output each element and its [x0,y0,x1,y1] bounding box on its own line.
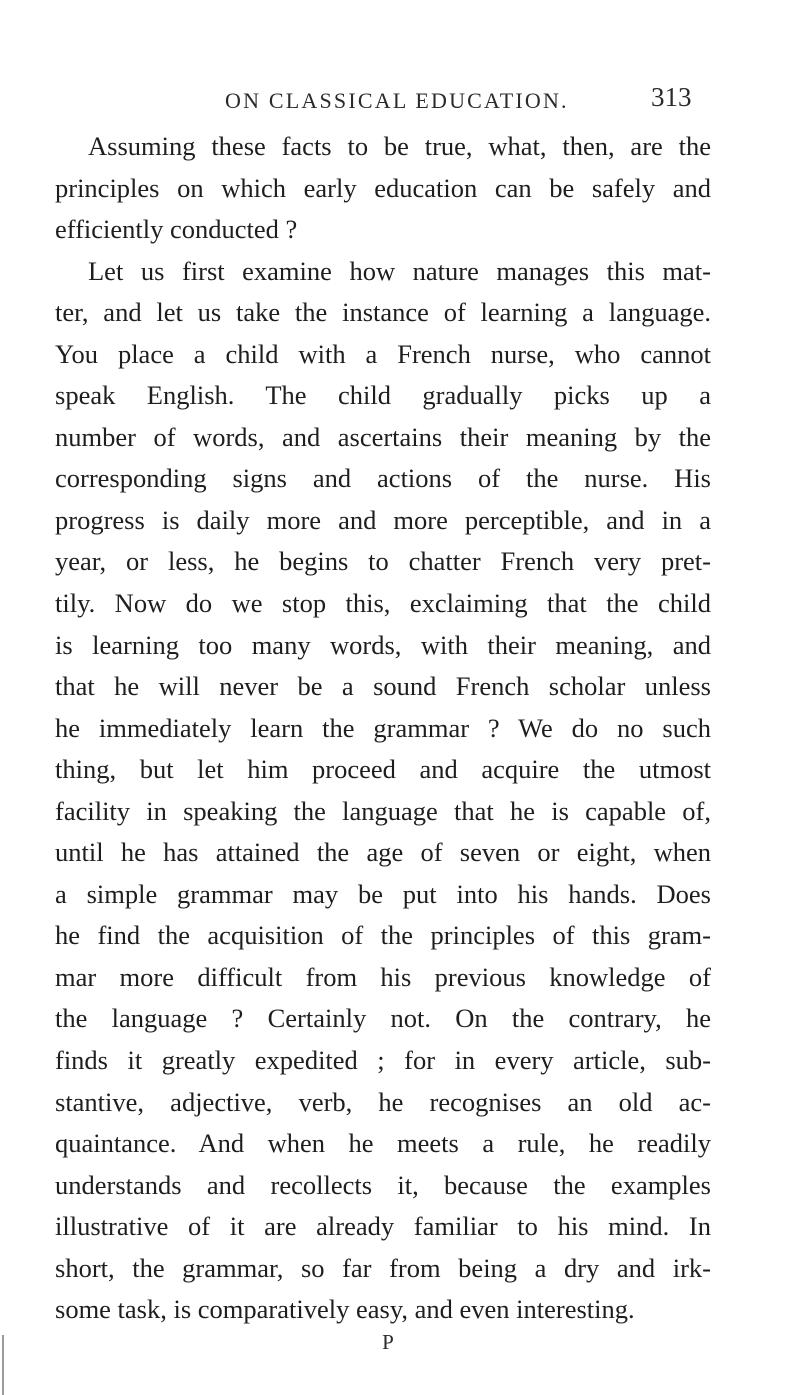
text-line: facility in speaking the language that he is capable of, [55,795,711,826]
paragraph [55,251,711,1331]
text-line: Assuming these facts to be true, what, then, are the [88,131,711,161]
text-line: until he has attained the age of seven or eight, when [55,837,711,868]
text-line: You place a child with a French nurse, who cannot [55,338,711,369]
text-line: the language ? Certainly not. On the contrary, he [55,1003,711,1034]
signature-letter: P [382,1330,394,1354]
text-line: stantive, adjective, verb, he recognises an old ac- [55,1086,711,1117]
text-line: some task, is comparatively easy, and even interesting. [55,1294,635,1325]
text-line: is learning too many words, with their meaning, and [55,629,711,660]
text-line: illustrative of it are already familiar to his mind. In [55,1211,711,1242]
text-line: understands and recollects it, because the examples [55,1169,711,1200]
body-text [55,126,711,1331]
text-line: year, or less, he begins to chatter French very pret- [55,546,711,577]
text-line: ter, and let us take the instance of learning a language. [55,297,711,328]
text-line: progress is daily more and more perceptible, and in a [55,504,711,535]
page-edge-shadow [2,1335,4,1395]
running-title: ON CLASSICAL EDUCATION. [225,88,569,113]
text-line: Let us first examine how nature manages this mat- [88,255,711,286]
text-line: tily. Now do we stop this, exclaiming that the child [55,588,711,619]
text-line: a simple grammar may be put into his hands. Does [55,878,711,909]
text-line: mar more difficult from his previous knowledge of [55,961,711,992]
text-line: finds it greatly expedited ; for in every article, sub- [55,1045,711,1076]
text-line: thing, but let him proceed and acquire the utmost [55,754,711,785]
text-line: number of words, and ascertains their meaning by the [55,421,711,452]
page-number: 313 [651,82,692,112]
text-line: principles on which early education can be safely and [55,172,711,203]
text-line: speak English. The child gradually picks up a [55,380,711,411]
text-line: that he will never be a sound French scholar unless [55,671,711,702]
text-line: short, the grammar, so far from being a dry and irk- [55,1252,711,1283]
text-line: he find the acquisition of the principles of this gram- [55,920,711,951]
signature-mark [0,1327,800,1357]
running-head [0,82,800,116]
text-line: corresponding signs and actions of the nurse. His [55,463,711,494]
text-line: he immediately learn the grammar ? We do no such [55,712,711,743]
paragraph [55,126,711,251]
text-line: efficiently conducted ? [55,214,298,245]
text-line: quaintance. And when he meets a rule, he readily [55,1128,711,1159]
